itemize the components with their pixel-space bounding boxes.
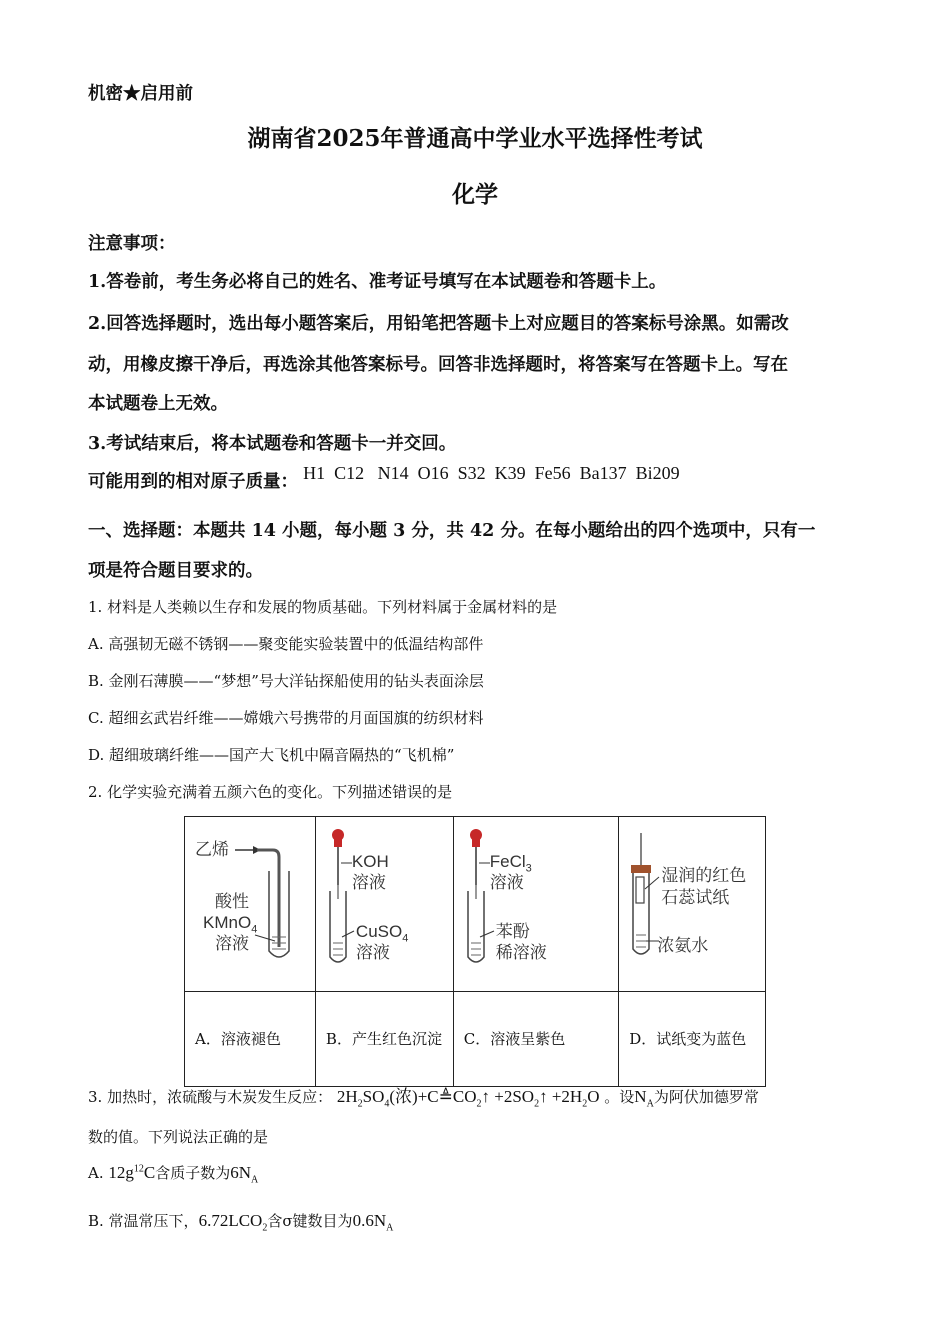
notice-heading: 注意事项： <box>88 234 176 254</box>
option-a-text: 含质子数为 <box>155 1164 231 1182</box>
eq-sub: 2 <box>357 1098 363 1110</box>
volume-text: 6.72LCO <box>198 1211 263 1230</box>
solution-a-line3: 溶液 <box>215 934 249 953</box>
subject-title: 化学 <box>452 181 498 208</box>
formula-text: KMnO <box>203 913 252 932</box>
eq-part: 2H <box>336 1087 358 1106</box>
figure-c <box>453 817 618 992</box>
option-a-mass <box>108 1163 155 1182</box>
gas-label: 乙烯 <box>195 840 229 859</box>
caption-a: A．溶液褪色 <box>185 992 316 1087</box>
reaction-equation <box>336 1087 600 1110</box>
mass-text: 12g <box>108 1163 134 1182</box>
formula-subscript: 4 <box>251 923 258 936</box>
volume-subscript: 2 <box>262 1222 268 1234</box>
option-a-value <box>230 1163 259 1186</box>
reagent-c-label2: 溶液 <box>489 873 524 892</box>
option-prefix: B. 常温常压下， <box>88 1212 199 1230</box>
q3-stem-line1 <box>88 1082 759 1109</box>
exam-title: 湖南省2025年普通高中学业水平选择性考试 <box>247 125 703 152</box>
notice-item: 1.答卷前，考生务必将自己的姓名、准考证号填写在本试题卷和答题卡上。 <box>88 272 667 292</box>
notice-item: 动，用橡皮擦干净后，再选涂其他答案标号。回答非选择题时，将答案写在答题卡上。写在 <box>88 355 788 375</box>
apparatus-c-drawing <box>454 817 620 991</box>
na-letter: N <box>634 1087 647 1106</box>
na-subscript: A <box>646 1098 654 1110</box>
value-text: 0.6N <box>352 1211 387 1230</box>
paper-d-label2: 石蕊试纸 <box>661 888 730 907</box>
solution-a-line1: 酸性 <box>215 892 249 911</box>
solution-c-label: 苯酚 <box>495 922 530 941</box>
eq-part: ↑ +2SO <box>481 1087 535 1106</box>
atomic-mass-label: 可能用到的相对原子质量： <box>88 472 298 492</box>
avogadro-symbol <box>634 1087 654 1110</box>
reagent-b-label: KOH <box>351 852 389 871</box>
q3-option-b <box>88 1210 393 1233</box>
eq-part: O <box>587 1087 600 1106</box>
atomic-mass-values: H1 C12 N14 O16 S32 K39 Fe56 Ba137 Bi209 <box>303 463 680 483</box>
reagent-b-label2: 溶液 <box>351 873 386 892</box>
notice-item: 2.回答选择题时，选出每小题答案后，用铅笔把答题卡上对应题目的答案标号涂黑。如需改 <box>88 314 789 334</box>
formula-subscript: 4 <box>402 932 409 945</box>
q1-stem: 1. 材料是人类赖以生存和发展的物质基础。下列材料属于金属材料的是 <box>88 598 558 616</box>
q1-option-c: C. 超细玄武岩纤维——嫦娥六号携带的月面国旗的纺织材料 <box>88 709 484 727</box>
q3-stem-a: 3. 加热时，浓硫酸与木炭发生反应： <box>88 1088 333 1106</box>
eq-sub: 4 <box>384 1098 390 1110</box>
caption-c: C．溶液呈紫色 <box>453 992 618 1087</box>
q1-option-d: D. 超细玻璃纤维——国产大飞机中隔音隔热的“飞机棉” <box>88 746 455 764</box>
solution-b-label2: 溶液 <box>355 943 390 962</box>
q3-option-a <box>88 1162 258 1185</box>
caption-b: B．产生红色沉淀 <box>315 992 453 1087</box>
q3-stem-b: 。设 <box>604 1088 635 1106</box>
notice-item: 3.考试结束后，将本试题卷和答题卡一并交回。 <box>88 434 457 454</box>
notice-item: 本试题卷上无效。 <box>88 394 228 414</box>
eq-sub: 2 <box>476 1098 482 1110</box>
heat-arrow: ≜ <box>438 1087 453 1106</box>
value-subscript: A <box>386 1222 394 1234</box>
option-prefix: A. <box>88 1164 109 1182</box>
figure-d <box>619 817 766 992</box>
section-heading: 一、选择题：本题共 14 小题，每小题 3 分，共 42 分。在每小题给出的四个选项中，只有一 <box>88 521 816 541</box>
eq-sub: 2 <box>582 1098 588 1110</box>
eq-sub: 2 <box>534 1098 540 1110</box>
eq-part: (浓)+C <box>389 1087 439 1106</box>
option-b-value <box>352 1211 394 1234</box>
value-text: 6N <box>230 1163 252 1182</box>
figure-a <box>185 817 316 992</box>
apparatus-b-drawing <box>316 817 454 991</box>
eq-part: SO <box>362 1087 385 1106</box>
paper-d-label: 湿润的红色 <box>661 866 747 885</box>
experiment-table <box>184 816 766 1087</box>
formula-text: FeCl <box>489 852 526 871</box>
atomic-mass-line <box>88 463 680 493</box>
q3-stem-c: 为阿伏加德罗常 <box>653 1088 759 1106</box>
eq-part: ↑ +2H <box>539 1087 583 1106</box>
q3-stem-line2: 数的值。下列说法正确的是 <box>88 1128 269 1146</box>
value-subscript: A <box>251 1174 259 1186</box>
element-symbol: C <box>143 1163 156 1182</box>
solution-c-label2: 稀溶液 <box>495 943 547 962</box>
option-b-volume <box>198 1211 268 1234</box>
section-heading-cont: 项是符合题目要求的。 <box>88 561 263 581</box>
option-b-text: 含σ键数目为 <box>267 1212 353 1230</box>
q2-stem: 2. 化学实验充满着五颜六色的变化。下列描述错误的是 <box>88 783 453 801</box>
isotope-superscript: 12 <box>133 1163 144 1175</box>
q1-option-a: A. 高强韧无磁不锈钢——聚变能实验装置中的低温结构部件 <box>88 635 484 653</box>
solution-a-label <box>215 891 249 912</box>
q1-option-b: B. 金刚石薄膜——“梦想”号大洋钻探船使用的钻头表面涂层 <box>88 672 484 690</box>
solution-d-label: 浓氨水 <box>657 936 709 955</box>
eq-part: CO <box>452 1087 477 1106</box>
caption-d: D．试纸变为蓝色 <box>619 992 766 1087</box>
secret-mark: 机密★启用前 <box>88 84 193 104</box>
formula-text: CuSO <box>355 922 403 941</box>
formula-subscript: 3 <box>525 862 532 875</box>
figure-b <box>315 817 453 992</box>
